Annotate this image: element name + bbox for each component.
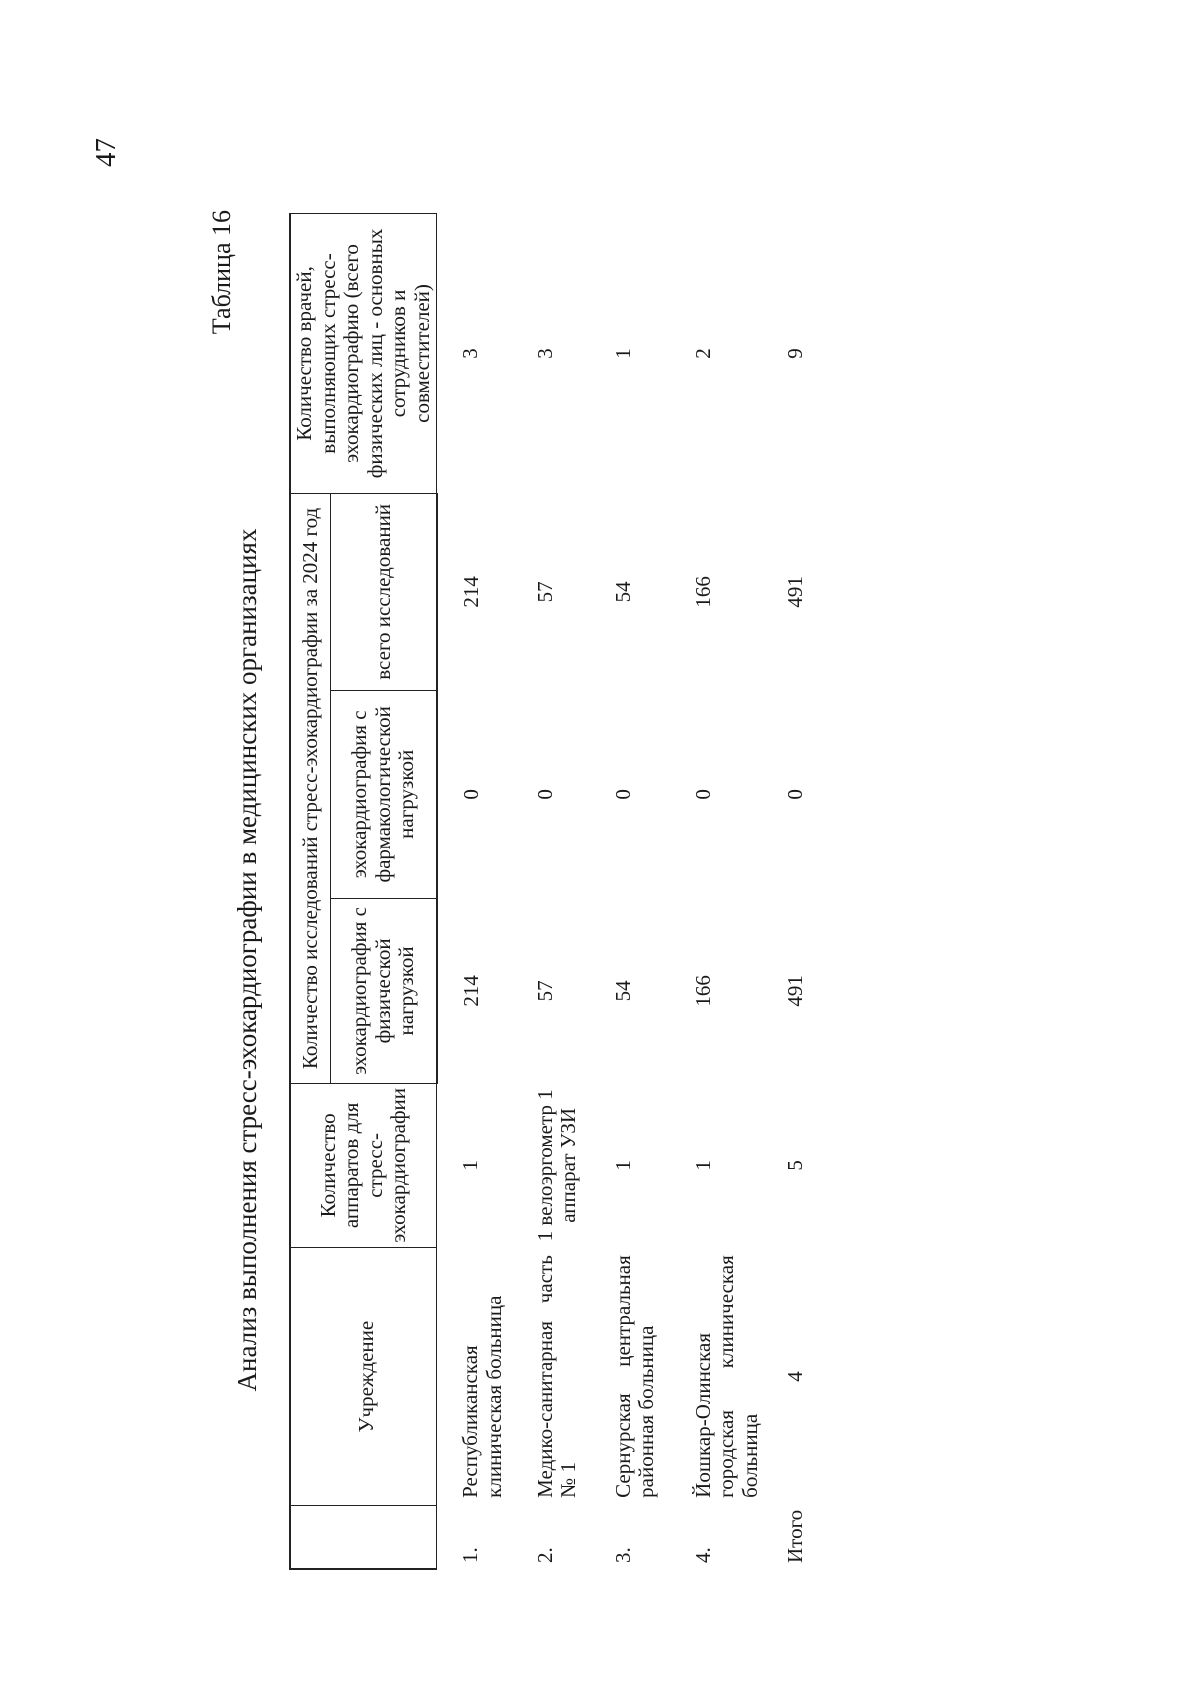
- pharmacological-count: 0: [610, 789, 635, 800]
- col-doctors-header: Количество врачей, выполняющих стресс-эхокардиографию (всего физических лиц - основных сотрудников и совместителей): [290, 214, 437, 494]
- col-institution-header: Учреждение: [290, 1247, 437, 1506]
- devices-count: 1: [610, 1160, 635, 1171]
- physical-count: 166: [690, 975, 715, 1007]
- total-physical: 491: [783, 975, 808, 1007]
- rotated-table-block: [207, 190, 827, 1580]
- total-label: Итого: [783, 1509, 808, 1563]
- doctors-count: 3: [458, 348, 483, 359]
- table-row: [437, 214, 516, 1570]
- col-pharmacological-header: эхокардиография с фармакологической нагрузкой: [330, 690, 436, 898]
- devices-count: 1 велоэргометр 1 аппарат УЗИ: [532, 1089, 581, 1242]
- total-row: [762, 214, 824, 1570]
- physical-count: 54: [610, 980, 635, 1002]
- physical-count: 57: [532, 980, 557, 1002]
- table-row: [674, 214, 763, 1570]
- stress-echo-table: [289, 213, 824, 1570]
- row-number: 3.: [610, 1547, 635, 1563]
- total-doctors: 9: [783, 348, 808, 359]
- page-number: 47: [90, 138, 122, 167]
- row-number: 2.: [532, 1547, 557, 1563]
- total-studies: 491: [783, 576, 808, 608]
- col-devices-header: Количество аппаратов для стресс-эхокардиографии: [290, 1083, 437, 1247]
- row-number: 4.: [690, 1547, 715, 1563]
- institution-name: Йошкар-Олинская городская клиническая больница: [690, 1255, 762, 1498]
- total-studies-count: 57: [532, 581, 557, 603]
- table-label: Таблица 16: [207, 210, 236, 335]
- table-row: [594, 214, 674, 1570]
- pharmacological-count: 0: [532, 789, 557, 800]
- col-number-header: [290, 1506, 437, 1569]
- institution-name: Медико-санитарная часть № 1: [532, 1255, 581, 1498]
- pharmacological-count: 0: [458, 789, 483, 800]
- physical-count: 214: [458, 975, 483, 1007]
- col-studies-group-header: Количество исследований стресс-эхокардиографии за 2024 год: [290, 493, 330, 1083]
- row-number: 1.: [458, 1547, 483, 1563]
- doctors-count: 3: [532, 348, 557, 359]
- institution-name: Республиканская клиническая больница: [458, 1295, 506, 1498]
- total-pharmacological: 0: [783, 789, 808, 800]
- col-total-studies-header: всего исследований: [330, 493, 436, 690]
- doctors-count: 2: [690, 348, 715, 359]
- col-physical-header: эхокардиография с физической нагрузкой: [330, 898, 436, 1083]
- table-row: [516, 214, 594, 1570]
- total-studies-count: 166: [690, 576, 715, 608]
- pharmacological-count: 0: [690, 789, 715, 800]
- institution-name: Сернурская центральная районная больница: [610, 1255, 659, 1498]
- total-studies-count: 54: [610, 581, 635, 603]
- total-institutions: 4: [783, 1371, 808, 1382]
- devices-count: 1: [458, 1160, 483, 1171]
- doctors-count: 1: [610, 348, 635, 359]
- total-devices: 5: [783, 1160, 808, 1171]
- total-studies-count: 214: [458, 576, 483, 608]
- table-title: Анализ выполнения стресс-эхокардиографии в медицинских организациях: [232, 528, 262, 1392]
- devices-count: 1: [690, 1160, 715, 1171]
